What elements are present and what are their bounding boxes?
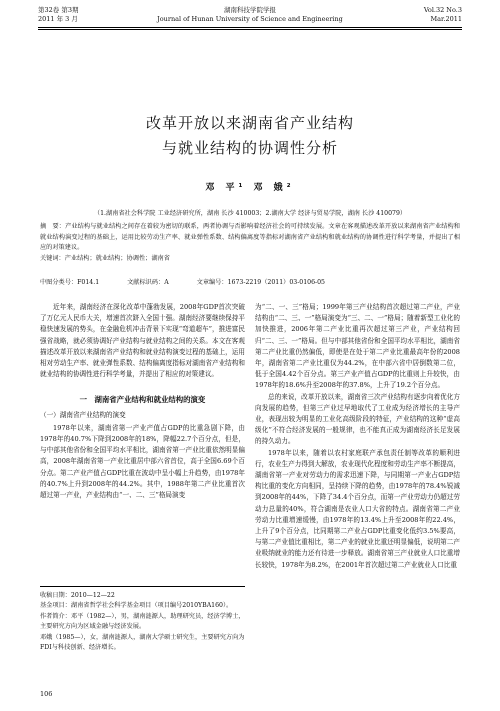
body-paragraph: 总的来说，改革开放以来，湖南省三次产业结构有逐步向着优化方向发展的趋势，但第三产业过早地取代了工业成为经济增长的主导产业，表现出较为明显的工业化高级阶段的特征，产业结构的这种“虚高级化”不符合经济发展的一般规律，也不能真正成为湖南经济长足发展的持久动力。 (255, 392, 460, 446)
fund-info: 基金项目：湖南省哲学社会科学基金项目（项目编号2010YBA160）。 (40, 602, 233, 610)
paper-title (0, 111, 500, 161)
header-center (38, 6, 462, 24)
affiliations: （1.湖南省社会科学院 工业经济研究所，湖南 长沙 410003；2.湖南大学 经济与贸易学院，湖南 长沙 410079） (93, 210, 407, 217)
intro-paragraph: 近年来，湖南经济在深化改革中蓬勃发展，2008年GDP首次突破了万亿元人民币大关，增速首次跻入全国十强。湖南经济要继续保持平稳快速发展的势头，在金融危机冲击背景下实现“弯道超车”，推进富民强省战略，就必须协调好产业结构与就业结构之间的关系。本文在客观描述改革开放以来湖南省产业结构和就业结构演变过程的基础上，运用相对劳动生产率、就业弹性系数、结构偏离度指标对湖南省产业结构和就业结构的协调性进行科学考量，并提出了相应的对策建议。 (40, 303, 245, 379)
author-bio-1: 作者简介：邓平（1982—），男，湖南涟源人，助理研究员，经济学博士，主要研究方向为区域金融与经济发展。 (40, 612, 245, 631)
date-en: Mar.2011 (430, 15, 462, 23)
volume-issue-cn: 第32卷 第3期 (38, 6, 79, 14)
classification-line (40, 277, 460, 286)
title-line-1: 改革开放以来湖南省产业结构 (145, 114, 354, 132)
journal-name-cn: 湖南科技学院学报 (224, 6, 276, 14)
document-code: 文献标识码：A (127, 279, 169, 286)
date-cn: 2011 年 3 月 (38, 15, 78, 23)
body-paragraph: 1978年以来，随着以农村家庭联产承包责任制等改革的顺利进行，农业生产力得到大解放，农业现代化程度和劳动生产率不断提高，湖南省第一产业对劳动力的需求迅速下降，与同期第一产业占GDP结构比重的变化方向相同，呈持续下降的趋势，由1978年的78.4%锐减到2008年的44%，下降了34.4个百分点，而第一产业劳动力仍超过劳动力总量的40%，符合湖南是农业人口大省的特点。湖南省第二产业劳动力比重增速缓慢，由1978年的13.4%上升至2008年的22.4%，上升了9个百分点，比同期第二产业占GDP比重变化低约3.5%要高，与第二产业值比重相比，第二产业的就业比重还明显偏低，说明第二产业吸纳就业的能力还有待进一步释放。湖南省第三产业就业人口比重增长较快，1978年为8.2%，在2001年首次超过第二产业就业人口比重 (255, 448, 460, 569)
header-rule-thin (38, 29, 462, 30)
article-number: 文章编号：1673-2219（2011）03-0106-05 (196, 279, 325, 286)
body-paragraph: 1978年以来，湖南省第一产业产值占GDP的比重急剧下降，由1978年的40.7%下降到2008年的18%，降幅22.7个百分点，但是，与中部其他省份和全国平均水平相比，湖南省第一产业比重依然明显偏高，2008年湖南省第一产业比重居中部六省首位，高于全国6.69个百分点。第二产业产值占GDP比重在波动中呈小幅上升趋势，由1978年的40.7%上升到2008年的44.2%。其中，1988年第二产业比重首次超过第一产业，产业结构由“一、二、三”格局演变 (40, 423, 245, 500)
left-column (40, 302, 245, 501)
author-bio-2: 邓娥（1985—），女，湖南涟源人，湖南大学硕士研究生，主要研究方向为FDI与科技创新、经济增长。 (40, 633, 245, 652)
body-paragraph: 为“二、一、三”格局；1999年第三产业结构首次超过第二产业，产业结构由“二、三、一”格局演变为“三、二、一”格局；随着新型工业化的加快推进，2006年第二产业比重再次超过第三产业，产业结构回归“二、三、一”格局。但与中部其他省份和全国平均水平相比，湖南省第二产业比重仍然偏低，即使是在处于第二产业比重最高年份的2008年，湖南省第二产业比重仅为44.2%，在中部六省中居倒数第二位，低于全国4.42个百分点。第三产业产值占GDP的比重则上升较快，由1978年的18.6%升至2008年的37.8%，上升了19.2个百分点。 (255, 303, 460, 390)
header-rule (38, 27, 462, 28)
right-column (255, 302, 460, 571)
page-number: 106 (40, 690, 53, 698)
footnote-block (40, 586, 245, 653)
authors: 邓 平¹ 邓 娥² (205, 183, 295, 193)
abstract: 摘 要：产业结构与就业结构之间存在着较为密切的联系，两者协调与否影响着经济社会的可持续发展。文章在客观描述改革开放以来湖南省产业结构和就业结构演变过程的基础上，运用比较劳动生产率、就业弹性系数、结构偏离度等指标对湖南省产业结构和就业结构的协调性进行科学考量，并提出了相应的对策建议。 (40, 223, 460, 251)
received-date: 收稿日期：2010—12—22 (40, 592, 115, 599)
volume-issue-en: Vol.32 No.3 (423, 6, 462, 14)
abstract-block (40, 222, 460, 264)
keywords: 关键词：产业结构；就业结构；协调性；湖南省 (40, 254, 170, 262)
subsection-heading-1: （一）湖南省产业结构的演变 (40, 410, 126, 419)
header-right (424, 6, 462, 24)
section-heading-1: 一 湖南省产业结构和就业结构的演变 (79, 395, 206, 405)
journal-name-en: Journal of Hunan University of Science and Engineering (157, 15, 343, 23)
clc-number: 中图分类号：F014.1 (40, 279, 100, 286)
title-line-2: 与就业结构的协调性分析 (161, 139, 338, 157)
